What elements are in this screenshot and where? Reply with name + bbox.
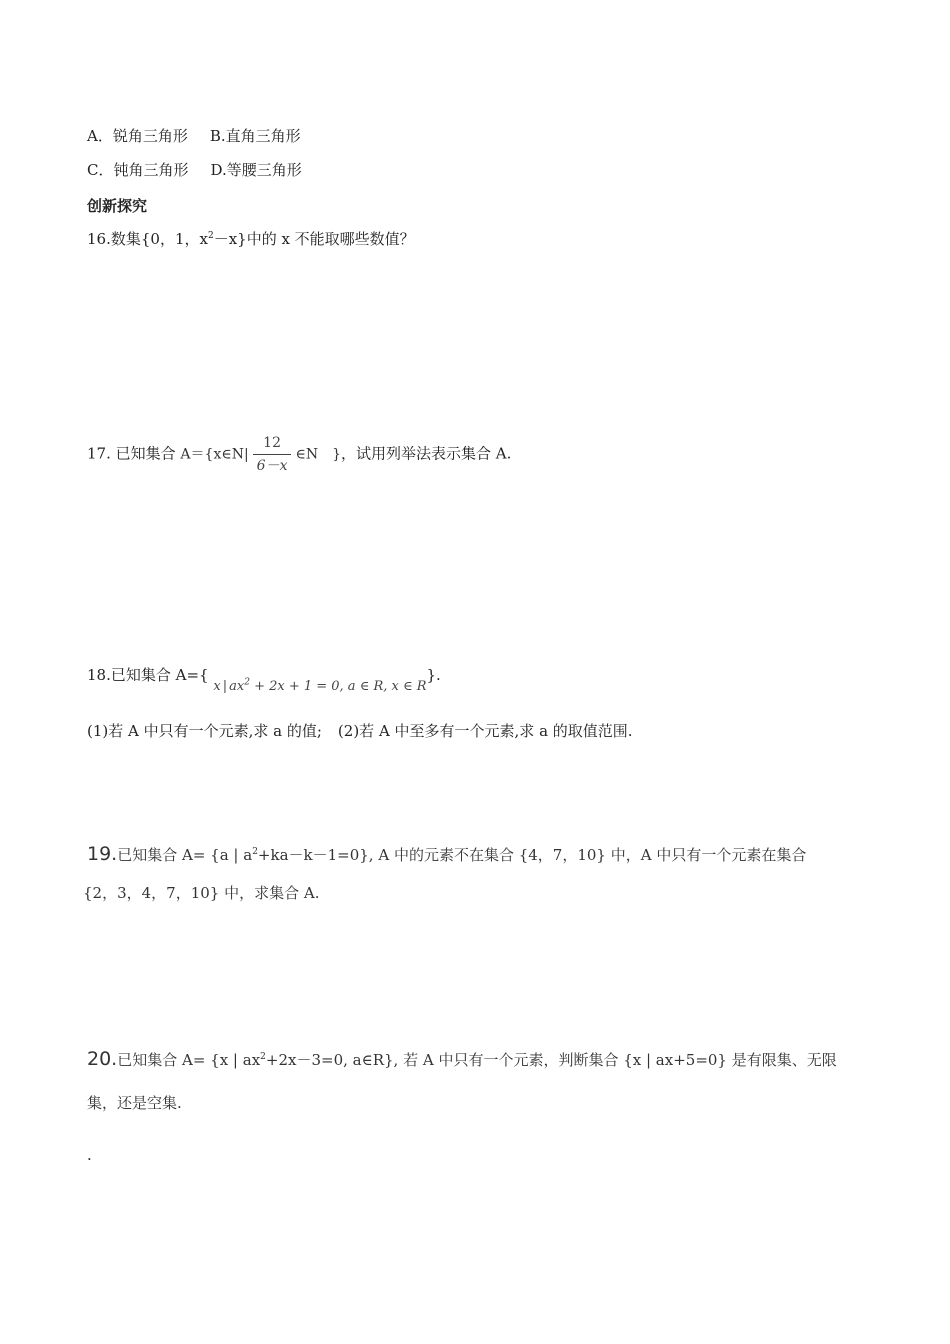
q16-text-before: 数集{0，1，x (110, 230, 208, 248)
section-title: 创新探究 (87, 197, 148, 215)
q18-condition: x | $ax^2 + 2x + 1 = 0$, a ∈ R, x ∈ R (213, 677, 427, 694)
q16-exponent: 2 (207, 231, 214, 241)
trailing-dot: . (87, 1146, 92, 1164)
question-16 (87, 228, 415, 250)
question-19-line2 (83, 882, 320, 904)
q17-fraction (253, 432, 292, 477)
q18-cond-exp: 2 (244, 677, 250, 688)
question-20-line2 (87, 1092, 182, 1114)
option-a: A．锐角三角形 (87, 127, 188, 145)
question-19-line1 (87, 843, 806, 866)
question-18-parts (87, 720, 633, 742)
q16-number: 16. (87, 230, 111, 248)
question-20-line1 (87, 1048, 837, 1071)
q18-intro: 已知集合 A={ (110, 666, 209, 684)
question-18 (87, 664, 441, 694)
q20-line1-after: +2x－3=0, a∈R}, 若 A 中只有一个元素，判断集合 {x | ax+5=0} 是有限集、无限 (265, 1051, 837, 1069)
q20-line2: 集，还是空集. (87, 1094, 182, 1112)
q20-exponent: 2 (260, 1052, 266, 1062)
q18-cond-rest: + 2x + 1 = 0, a ∈ R, x ∈ R (254, 679, 427, 694)
q18-cond-a: ax (229, 679, 245, 694)
q20-line1-before: 已知集合 A= {x | ax (117, 1051, 261, 1069)
q16-text-after: －x}中的 x 不能取哪些数值？ (213, 230, 415, 248)
q17-set-open: A＝{x∈N| (180, 446, 249, 463)
q17-frac-denominator: 6－x (256, 458, 288, 474)
question-17 (87, 432, 511, 477)
q17-set-close: ∈N } (295, 446, 342, 463)
q19-exponent: 2 (252, 847, 258, 857)
option-c: C．钝角三角形 (87, 161, 189, 179)
q18-part2: (2)若 A 中至多有一个元素,求 a 的取值范围. (337, 722, 633, 740)
q17-text-before: 已知集合 (115, 444, 181, 463)
q19-line1-after: +ka－k－1=0}, A 中的元素不在集合 {4，7，10} 中，A 中只有一个元素在集合 (257, 846, 807, 864)
options-row-ab (87, 125, 301, 147)
options-row-cd (87, 159, 302, 181)
q20-number: 20. (87, 1048, 118, 1070)
q19-number: 19. (87, 843, 118, 865)
option-d: D.等腰三角形 (210, 161, 302, 179)
q17-number: 17. (87, 444, 111, 463)
option-b: B.直角三角形 (209, 127, 301, 145)
q19-line2: {2，3，4，7，10} 中，求集合 A. (83, 884, 320, 902)
q18-close: }. (426, 666, 441, 684)
q18-cond-x: x (213, 679, 221, 694)
q17-text-after: ，试用列举法表示集合 A. (341, 444, 512, 463)
q18-part1: (1)若 A 中只有一个元素,求 a 的值; (87, 722, 322, 740)
q19-line1-before: 已知集合 A= {a | a (117, 846, 253, 864)
q18-number: 18. (87, 666, 111, 684)
q17-frac-numerator: 12 (253, 432, 292, 455)
